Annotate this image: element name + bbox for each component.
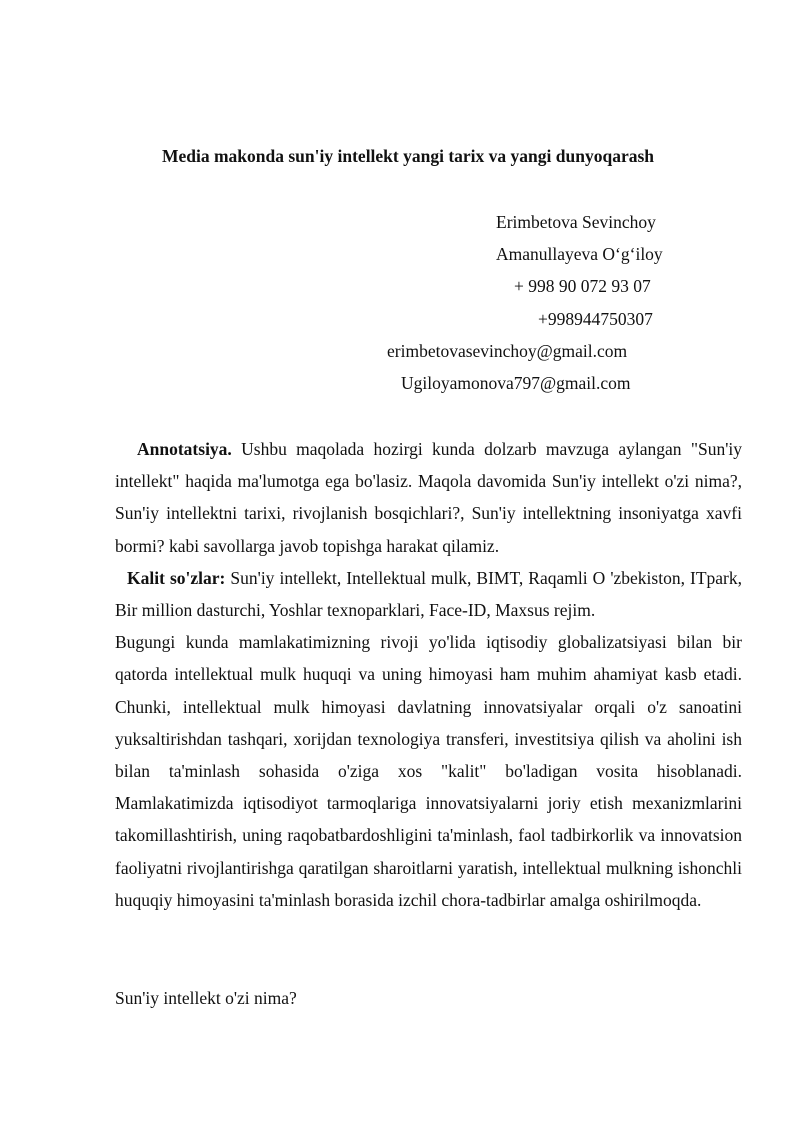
document-title-text: Media makonda sun'iy intellekt yangi tarix va yangi dunyoqarash [161, 146, 655, 166]
author-name-2: Amanullayeva O‘g‘iloy [496, 244, 663, 264]
annotation-block [115, 433, 742, 916]
keywords-text: Sun'iy intellekt, Intellektual mulk, BIMT, Raqamli O 'zbekiston, ITpark, Bir million dasturchi, Yoshlar texnoparklari, Face-ID, Maxsus rejim. [115, 567, 742, 621]
author-email-1: erimbetovasevinchoy@gmail.com [387, 341, 628, 361]
author-email-2: Ugiloyamonova797@gmail.com [401, 373, 631, 393]
author-phone-1: + 998 90 072 93 07 [514, 276, 651, 296]
author-name-1: Erimbetova Sevinchoy [496, 212, 656, 232]
author-phone-2: +998944750307 [538, 309, 653, 329]
annotation-text: Ushbu maqolada hozirgi kunda dolzarb mavzuga aylangan "Sun'iy intellekt" haqida ma'lumotga ega bo'lasiz. Maqola davomida Sun'iy intellekt o'zi nima?, Sun'iy intellektni tarixi, rivojlanish bosqichlari?, Sun'iy intellektning insoniyatga xavfi bormi? kabi savollarga javob topishga harakat qilamiz. [115, 439, 742, 556]
keywords-label: Kalit so'zlar: [127, 567, 226, 588]
body-paragraph: Bugungi kunda mamlakatimizning rivoji yo'lida iqtisodiy globalizatsiyasi bilan bir qatorda intellektual mulk huquqi va uning himoyasi ham muhim ahamiyat kasb etadi. Chunki, intellektual mulk himoyasi davlatning innovatsiyalar orqali o'z sanoatini yuksaltirishdan tashqari, xorijdan texnologiya transferi, investitsiya qilish va aholini ish bilan ta'minlash sohasida o'ziga xos "kalit" bo'ladigan vosita hisoblanadi. Mamlakatimizda iqtisodiyot tarmoqlariga innovatsiyalarni joriy etish mexanizmlarini takomillashtirish, uning raqobatbardoshligini ta'minlash, faol tadbirkorlik va innovatsion faoliyatni rivojlantirishga qaratilgan sharoitlarni yaratish, intellektual mulkning ishonchli huquqiy himoyasini ta'minlash borasida izchil chora-tadbirlar amalga oshirilmoqda. [115, 632, 742, 910]
section-heading: Sun'iy intellekt o'zi nima? [115, 988, 297, 1008]
document-title [0, 146, 800, 167]
annotation-label: Annotatsiya. [137, 439, 232, 459]
